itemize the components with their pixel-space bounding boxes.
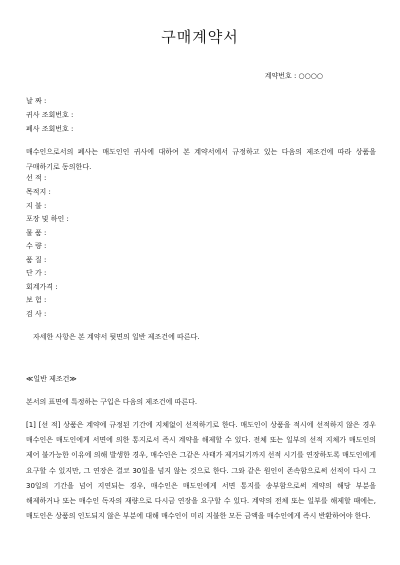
field-inspection	[26, 310, 72, 319]
field-payment	[26, 202, 72, 211]
field-packing	[26, 215, 72, 224]
reference-note: 자세한 사항은 본 계약서 뒷면의 일반 제조건에 따른다.	[33, 333, 200, 341]
general-heading: ≪일반 제조건≫	[26, 375, 77, 383]
field-insurance	[26, 296, 72, 305]
field-shipment-label: 선 적 :	[26, 174, 47, 182]
contract-number: 계약번호 : ○○○○	[264, 72, 323, 80]
field-packing-label: 포장 및 하인 :	[26, 215, 69, 223]
field-destination-label: 목적지 :	[26, 188, 51, 196]
meta-date-label: 날 짜 :	[26, 97, 47, 105]
field-shipment	[26, 174, 72, 183]
field-goods-label: 물 품 :	[26, 229, 47, 237]
field-insurance-label: 보 험 :	[26, 296, 47, 304]
intro-paragraph: 매수인으로서의 폐사는 매도인인 귀사에 대하여 본 계약서에서 규정하고 있는 다음의 제조건에 따라 상품을 구매하기로 동의한다.	[26, 148, 376, 172]
meta-our-ref-label: 폐사 조회번호 :	[26, 125, 74, 133]
field-destination	[26, 188, 72, 197]
meta-your-ref	[26, 111, 96, 120]
field-unit-price	[26, 269, 72, 278]
field-goods	[26, 229, 72, 238]
field-accounting-price-label: 회계가격 :	[26, 283, 58, 291]
clause-1: [1] [선 적] 상품은 계약에 규정된 기간에 지체없이 선적하기로 한다. 매도인이 상품을 적시에 선적하지 않은 경우 매수인은 매도인에게 서면에 의한 통지로서 즉시 계약을 해제할 수 있다. 전체 또는 일부의 선적 지체가 매도인의 제어 불가능한 이유에 의해 발생한 경우, 매수인은 그같은 사태가 제거되기까지 선적 시기를 연장하도록 매도인에게 요구할 수 있지만, 그 연장은 결코 30일을 넘지 않는 것으로 한다. 그와 같은 원인이 존속함으로써 선적이 다시 그 30일의 기간을 넘어 지연되는 경우, 매수인은 매도인에게 서면 통지를 송부함으로써 계약의 해당 부분을 해제하거나 또는 매수인 독자의 재량으로 다시금 연장을 요구할 수 있다. 계약의 전체 또는 일부를 해제할 때에는, 매도인은 상품의 인도되지 않은 부분에 대해 매수인이 미리 지불한 모든 금액을 매수인에게 즉시 반환하여야 한다.	[26, 421, 376, 521]
field-accounting-price	[26, 283, 72, 292]
field-inspection-label: 검 사 :	[26, 310, 47, 318]
meta-your-ref-label: 귀사 조회번호 :	[26, 111, 74, 119]
field-payment-label: 지 불 :	[26, 202, 47, 210]
meta-date	[26, 97, 96, 106]
field-quantity	[26, 242, 72, 251]
meta-our-ref	[26, 125, 96, 134]
page-title: 구매계약서	[161, 28, 239, 46]
field-quantity-label: 수 량 :	[26, 242, 47, 250]
field-quality-label: 품 질 :	[26, 256, 47, 264]
field-quality	[26, 256, 72, 265]
field-unit-price-label: 단 가 :	[26, 269, 47, 277]
general-intro: 본서의 표면에 특정하는 구입은 다음의 제조건에 따른다.	[26, 398, 198, 406]
